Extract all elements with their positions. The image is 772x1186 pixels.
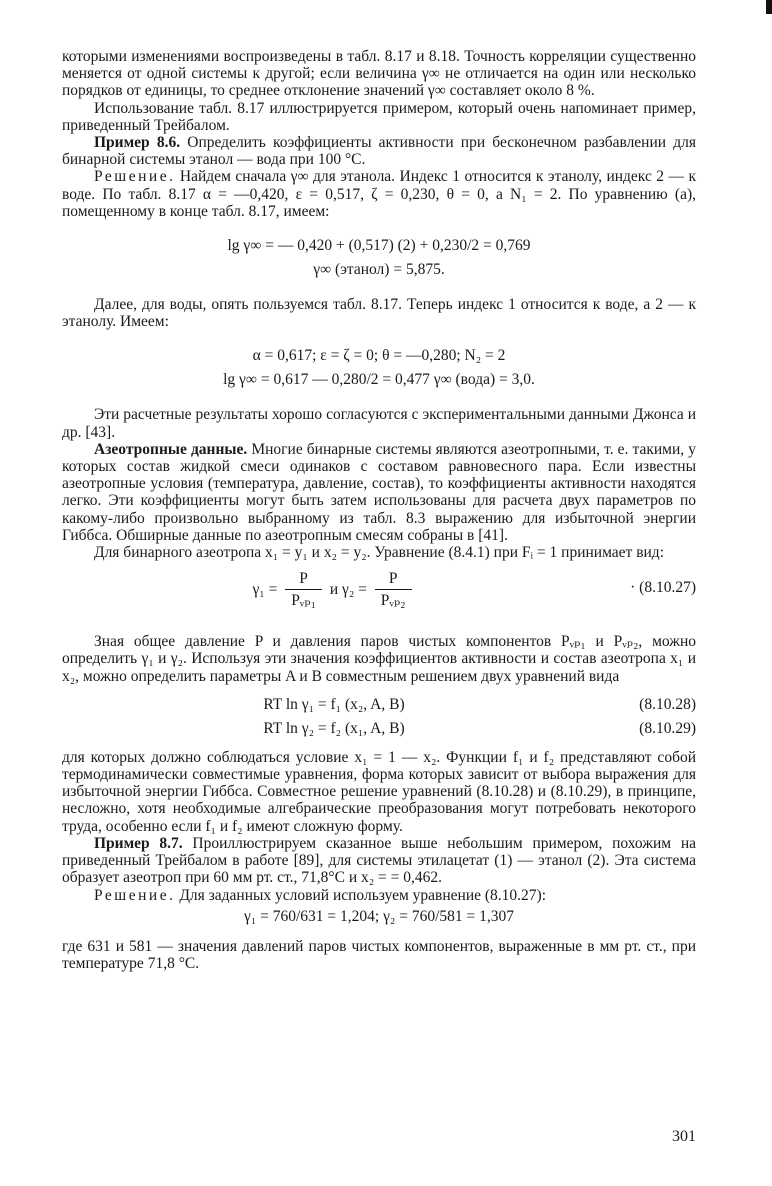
paragraph-azeotropic	[62, 441, 696, 544]
example-text: Определить коэффициенты активности при бесконечном разбавлении для бинарной системы этанол — вода при 100 °С.	[62, 134, 696, 169]
paragraph-1: которыми изменениями воспроизведены в табл. 8.17 и 8.18. Точность корреляции существенно меняется от одной системы к другой; если величина γ∞ не отличается на один или несколько порядков от единицы, то среднее отклонение значений γ∞ составляет около 8 %.	[62, 48, 696, 100]
equation-lg-water: lg γ∞ = 0,617 — 0,280/2 = 0,477 γ∞ (вода) = 3,0.	[223, 371, 535, 389]
equation-water-params: α = 0,617; ε = ζ = 0; θ = —0,280; N₂ = 2	[252, 347, 506, 365]
equation-body: RT ln γ₂ = f₂ (x₁, A, B)	[263, 719, 405, 737]
paragraph-agreement: Эти расчетные результаты хорошо согласуются с экспериментальными данными Джонса и др. [43].	[62, 406, 696, 441]
equation-number: (8.10.29)	[639, 719, 696, 737]
equation-number: (8.10.28)	[639, 695, 696, 713]
equation-number: · (8.10.27)	[630, 579, 696, 597]
equation-8-10-27	[62, 561, 696, 619]
solution-8-7	[62, 887, 696, 904]
eq-and-gamma2: и γ₂ =	[329, 581, 367, 599]
scan-edge-mark	[766, 0, 772, 14]
equation-body: RT ln γ₁ = f₁ (x₂, A, B)	[263, 695, 405, 713]
example-label: Пример 8.6.	[94, 134, 181, 152]
page-body	[62, 48, 696, 972]
solution-8-6	[62, 168, 696, 220]
equation-8-10-28	[62, 693, 696, 717]
paragraph-2: Использование табл. 8.17 иллюстрируется примером, который очень напоминает пример, приведенный Трейбалом.	[62, 99, 696, 134]
paragraph-binary-azeotrope: Для бинарного азеотропа x₁ = y₁ и x₂ = y₂. Уравнение (8.4.1) при Fᵢ = 1 принимает вид:	[94, 544, 665, 562]
paragraph-condition: для которых должно соблюдаться условие x₁ = 1 — x₂. Функции f₁ и f₂ представляют собой термодинамически совместимые уравнения, форма которых зависит от выбора выражения для избыточной энергии Гиббса. Совместное решение уравнений (8.10.28) и (8.10.29), в принципе, несложно, хотя необходимые алгебраические преобразования могут потребовать некоторого труда, особенно если f₁ и f₂ имеют сложную форму.	[62, 748, 696, 835]
equation-gamma-values: γ₁ = 760/631 = 1,204; γ₂ = 760/581 = 1,307	[243, 907, 515, 925]
example-8-7	[62, 835, 696, 887]
example-label: Пример 8.7.	[94, 834, 183, 852]
example-8-6	[62, 134, 696, 168]
section-text: Многие бинарные системы являются азеотропными, т. е. такими, у которых состав жидкой смеси одинаков с составом равновесного пара. Если известны азеотропные условия (температура, давление, состав), то коэффициенты активности находятся легко. Эти коэффициенты могут быть затем использованы для расчета двух параметров по какому-либо произвольно выбранному из табл. 8.3 выражению для избыточной энергии Гиббса. Обширные данные по азеотропным смесям собраны в [41].	[62, 440, 696, 544]
equation-lg-ethanol: lg γ∞ = — 0,420 + (0,517) (2) + 0,230/2 = 0,769	[227, 237, 531, 255]
example-text: Проиллюстрируем сказанное выше небольшим примером, похожим на приведенный Трейбалом в работе [89], для системы этилацетат (1) — этанол (2). Эта система образует азеотроп при 60 мм рт. ст., 71,8°С и x₂ = = 0,462.	[62, 834, 696, 887]
equation-gamma-ethanol: γ∞ (этанол) = 5,875.	[313, 261, 445, 279]
paragraph-water: Далее, для воды, опять пользуемся табл. 8.17. Теперь индекс 1 относится к воде, а 2 — к этанолу. Имеем:	[62, 296, 696, 331]
fraction-2: $\frac{P}{\text{Pᵥₚ₂}}$	[375, 569, 412, 612]
fraction-1: $\frac{P}{\text{Pᵥₚ₁}}$	[285, 569, 322, 612]
solution-text: Найдем сначала γ∞ для этанола. Индекс 1 относится к этанолу, индекс 2 — к воде. По табл. 8.17 α = —0,420, ε = 0,517, ζ = 0,230, θ = 0, а N₁ = 2. По уравнению (a), помещенному в конце табл. 8.17, имеем:	[62, 168, 696, 220]
solution-text: Для заданных условий используем уравнение (8.10.27):	[175, 886, 547, 904]
eq-gamma1: γ₁ =	[252, 581, 278, 599]
equation-8-10-29	[62, 717, 696, 741]
page-number: 301	[672, 1128, 696, 1145]
solution-label: Решение.	[94, 886, 176, 904]
paragraph-knowing-pressure: Зная общее давление P и давления паров чистых компонентов Pᵥₚ₁ и Pᵥₚ₂, можно определить γ₁ и γ₂. Используя эти значения коэффициентов активности и состав азеотропа x₁ и x₂, можно определить параметры A и B совместным решением двух уравнений вида	[62, 633, 696, 685]
section-label: Азеотропные данные.	[94, 440, 248, 458]
paragraph-where: где 631 и 581 — значения давлений паров чистых компонентов, выраженные в мм рт. ст., при температуре 71,8 °С.	[62, 937, 696, 972]
solution-label: Решение.	[94, 168, 176, 186]
